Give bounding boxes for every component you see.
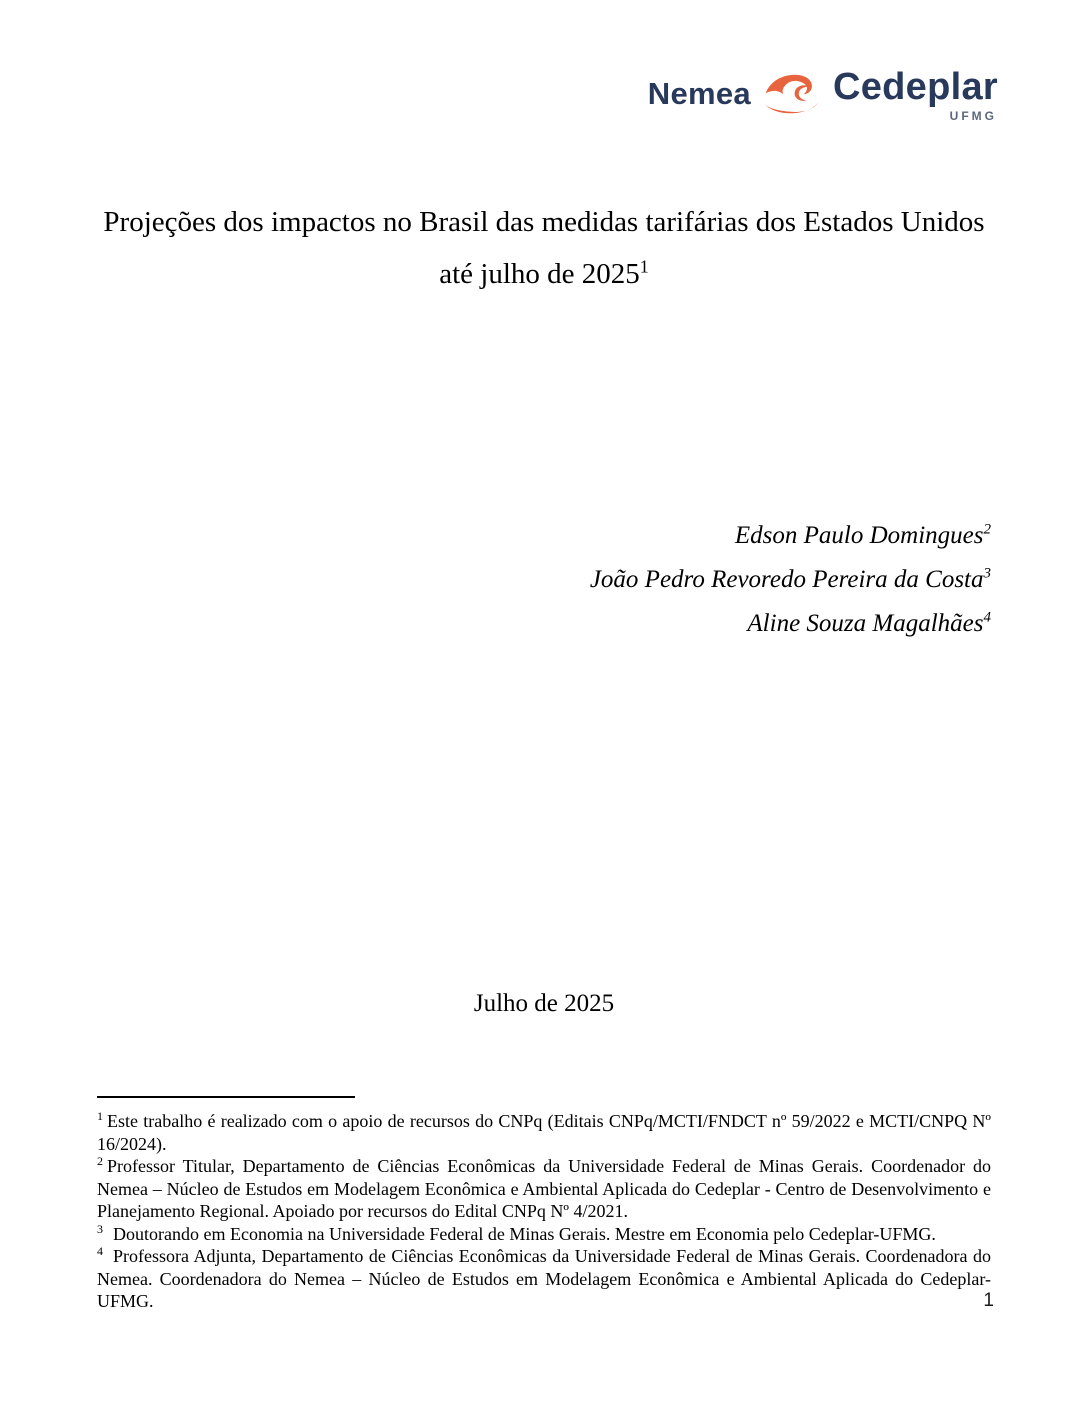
author-name: Edson Paulo Domingues	[734, 522, 984, 549]
title-footnote-ref: 1	[639, 256, 649, 277]
footnote	[97, 1155, 991, 1223]
author-line	[590, 602, 991, 646]
author-footnote-ref: 4	[983, 609, 991, 626]
footnote-ref: 2	[97, 1154, 103, 1168]
footnote-text: Este trabalho é realizado com o apoio de recursos do CNPq (Editais CNPq/MCTI/FNDCT nº 59/2022 e MCTI/CNPQ Nº 16/2024).	[97, 1111, 991, 1154]
header-logos	[648, 68, 998, 123]
footnote-ref: 1	[97, 1109, 103, 1123]
author-name: Aline Souza Magalhães	[747, 610, 984, 637]
footnote	[97, 1110, 991, 1155]
nemea-wordmark: Nemea	[647, 76, 751, 111]
paper-title-line1: Projeções dos impactos no Brasil das medidas tarifárias dos Estados Unidos	[103, 206, 985, 238]
footnote	[97, 1223, 991, 1246]
author-line	[590, 558, 991, 602]
footnotes-block	[97, 1096, 991, 1313]
footnote-ref: 4	[97, 1244, 103, 1258]
footnote-text: Doutorando em Economia na Universidade Federal de Minas Gerais. Mestre em Economia pelo Cedeplar-UFMG.	[113, 1223, 936, 1244]
cedeplar-wordmark-stack	[833, 68, 998, 123]
cedeplar-logo-icon	[763, 69, 821, 121]
paper-title-block	[60, 196, 1028, 300]
author-line	[590, 514, 991, 558]
ufmg-label: UFMG	[949, 108, 997, 123]
author-footnote-ref: 3	[983, 565, 991, 582]
author-footnote-ref: 2	[983, 521, 991, 538]
author-name: João Pedro Revoredo Pereira da Costa	[589, 566, 984, 593]
footnote-text: Professor Titular, Departamento de Ciências Econômicas da Universidade Federal de Minas Gerais. Coordenador do Nemea – Núcleo de Estudos em Modelagem Econômica e Ambiental Aplicada do Cedeplar - Centro de Desenvolvimento e Planejamento Regional. Apoiado por recursos do Edital CNPq Nº 4/2021.	[97, 1156, 991, 1221]
page-number: 1	[983, 1290, 994, 1311]
footnote-ref: 3	[97, 1221, 103, 1236]
authors-block	[590, 514, 991, 646]
paper-title	[60, 196, 1028, 300]
cedeplar-wordmark: Cedeplar	[832, 66, 998, 108]
footnote-separator	[97, 1096, 355, 1098]
date-line: Julho de 2025	[473, 990, 615, 1017]
paper-title-line2: até julho de 2025$^1$	[439, 256, 649, 290]
footnote-text: Professora Adjunta, Departamento de Ciências Econômicas da Universidade Federal de Minas Gerais. Coordenadora do Nemea. Coordenadora do Nemea – Núcleo de Estudos em Modelagem Econômica e Ambiental Aplicada do Cedeplar-UFMG.	[97, 1246, 991, 1311]
footnote	[97, 1245, 991, 1313]
